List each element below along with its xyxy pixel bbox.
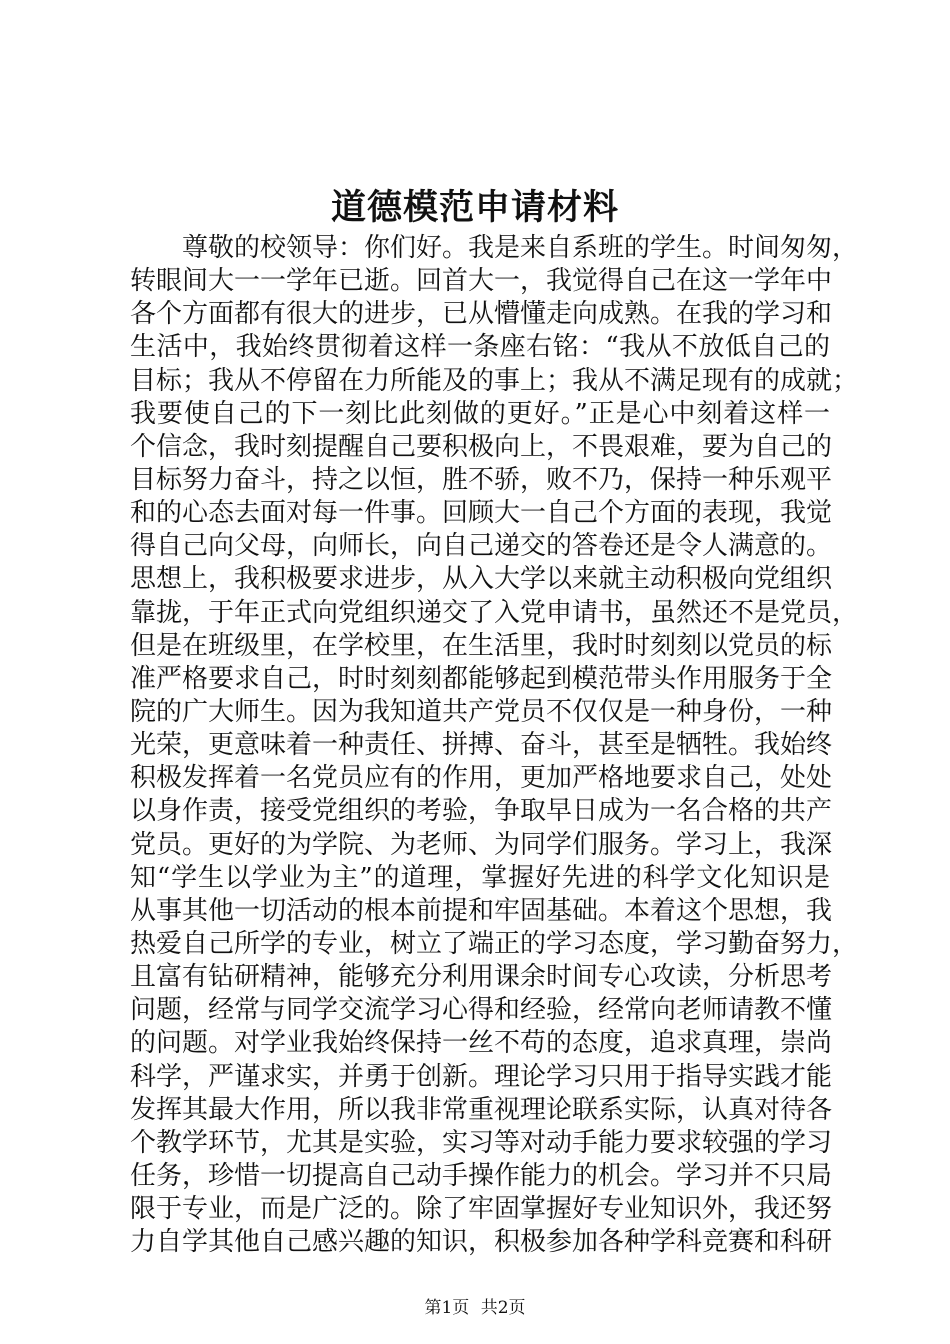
body-line: 党员。更好的为学院、为老师、为同学们服务。学习上，我深 [130,829,833,860]
body-line: 得自己向父母，向师长，向自己递交的答卷还是令人满意的。 [130,531,833,562]
page-total: 共2页 [480,1298,526,1318]
body-line: 和的心态去面对每一件事。回顾大一自己个方面的表现，我觉 [130,498,833,529]
page-number: 第1页 [424,1298,470,1318]
body-line: 积极发挥着一名党员应有的作用，更加严格地要求自己，处处 [130,763,833,794]
body-line: 知“学生以学业为主”的道理，掌握好先进的科学文化知识是 [130,862,830,893]
body-line: 问题，经常与同学交流学习心得和经验，经常向老师请教不懂 [130,995,833,1026]
body-line: 院的广大师生。因为我知道共产党员不仅仅是一种身份，一种 [130,696,833,727]
body-line: 的问题。对学业我始终保持一丝不苟的态度，追求真理，崇尚 [130,1028,833,1059]
body-line: 靠拢，于年正式向党组织递交了入党申请书，虽然还不是党员， [130,597,859,628]
body-line: 尊敬的校领导：你们好。我是来自系班的学生。时间匆匆， [182,233,859,263]
body-line: 热爱自己所学的专业，树立了端正的学习态度，学习勤奋努力， [130,928,859,959]
body-line: 以身作责，接受党组织的考验，争取早日成为一名合格的共产 [130,796,833,827]
page-footer [0,1296,950,1320]
body-line: 从事其他一切活动的根本前提和牢固基础。本着这个思想，我 [130,895,833,926]
body-line: 生活中，我始终贯彻着这样一条座右铭：“我从不放低自己的 [130,332,830,363]
document-title: 道德模范申请材料 [330,187,619,228]
body-line: 准严格要求自己，时时刻刻都能够起到模范带头作用服务于全 [130,663,833,694]
body-line: 光荣，更意味着一种责任、拼搏、奋斗，甚至是牺牲。我始终 [130,730,833,761]
body-line: 且富有钻研精神，能够充分利用课余时间专心攻读，分析思考 [130,962,833,993]
body-line: 个教学环节，尤其是实验，实习等对动手能力要求较强的学习 [130,1127,833,1158]
body-line: 各个方面都有很大的进步，已从懵懂走向成熟。在我的学习和 [130,299,833,330]
body-line: 思想上，我积极要求进步，从入大学以来就主动积极向党组织 [130,564,833,595]
body-line: 发挥其最大作用，所以我非常重视理论联系实际，认真对待各 [130,1094,833,1125]
body-line: 转眼间大一一学年已逝。回首大一，我觉得自己在这一学年中 [130,266,833,297]
body-line: 力自学其他自己感兴趣的知识，积极参加各种学科竞赛和科研 [130,1227,833,1258]
body-line: 目标；我从不停留在力所能及的事上；我从不满足现有的成就； [130,365,859,396]
body-line: 但是在班级里，在学校里，在生活里，我时时刻刻以党员的标 [130,630,833,661]
body-line: 任务，珍惜一切提高自己动手操作能力的机会。学习并不只局 [130,1160,833,1191]
body-line: 我要使自己的下一刻比此刻做的更好。”正是心中刻着这样一 [130,398,830,429]
body-line: 目标努力奋斗，持之以恒，胜不骄，败不乃，保持一种乐观平 [130,464,833,495]
document-body [130,232,859,1259]
body-line: 限于专业，而是广泛的。除了牢固掌握好专业知识外，我还努 [130,1194,833,1225]
body-line: 科学，严谨求实，并勇于创新。理论学习只用于指导实践才能 [130,1061,833,1092]
body-line: 个信念，我时刻提醒自己要积极向上，不畏艰难，要为自己的 [130,431,833,462]
